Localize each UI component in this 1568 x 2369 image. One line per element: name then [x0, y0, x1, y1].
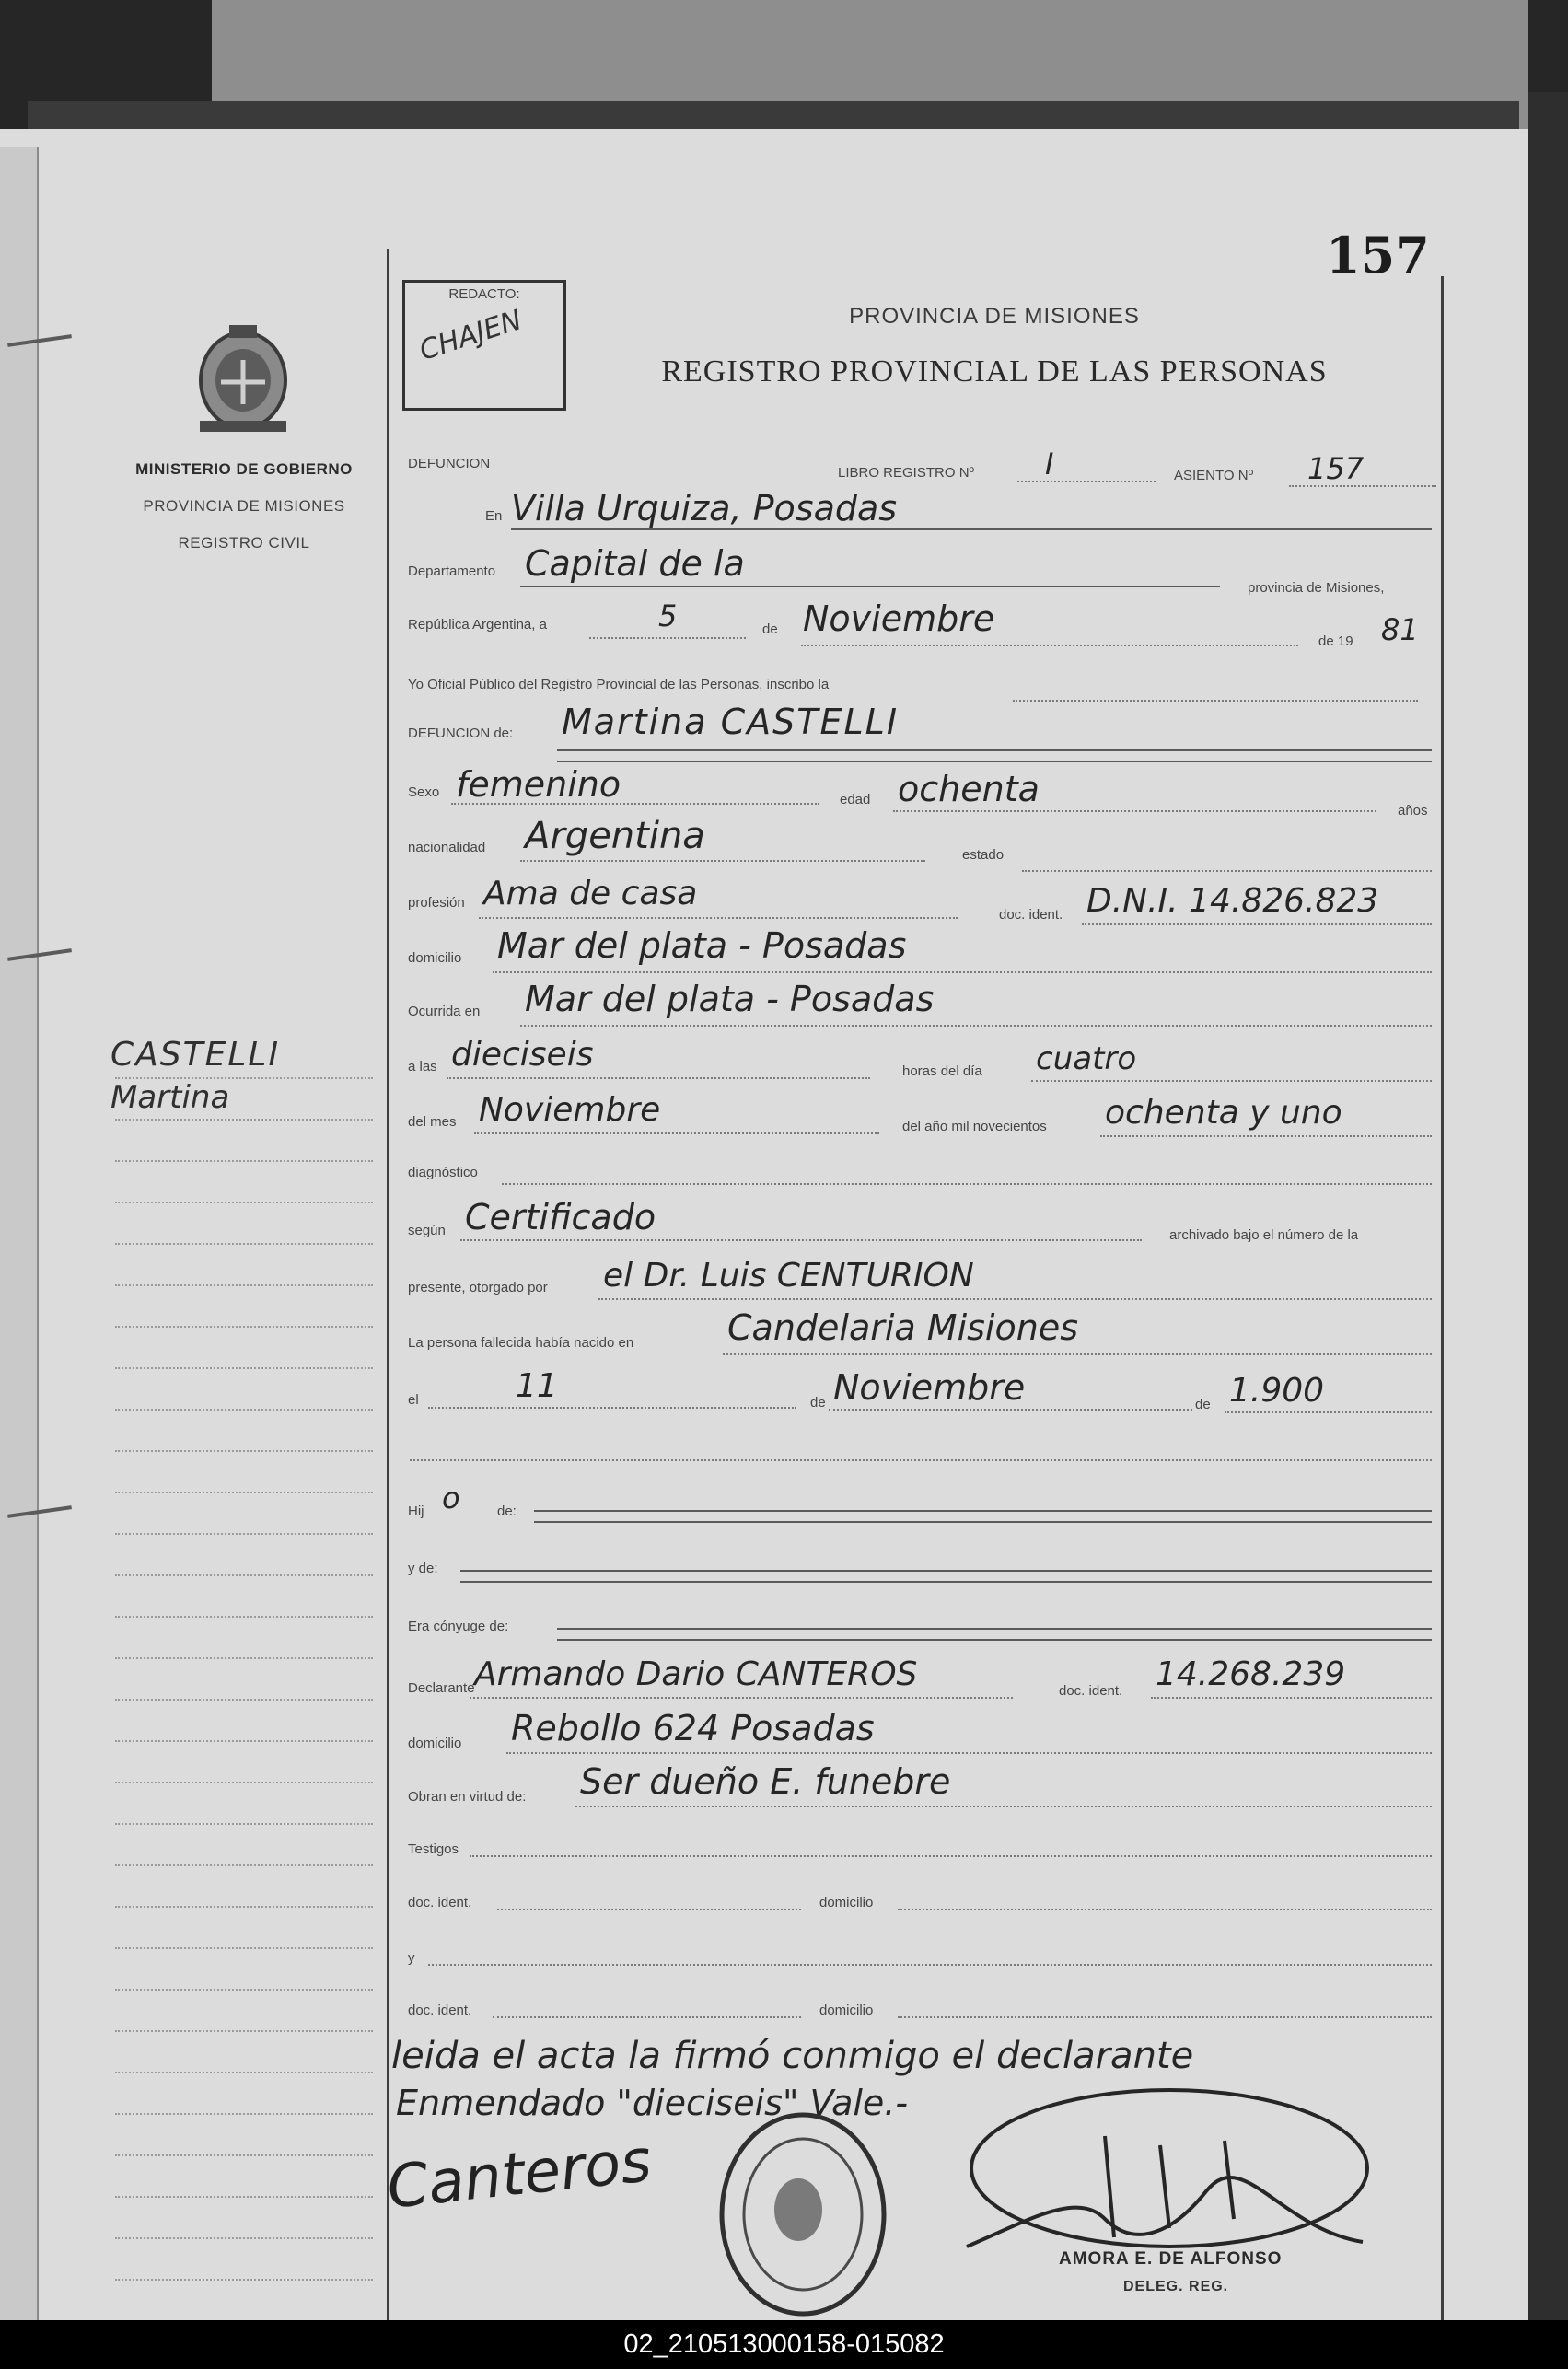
page-number: 157: [1326, 226, 1430, 285]
declarante-domicilio-label: domicilio: [408, 1736, 462, 1751]
anio-ocurrencia-value: ochenta y uno: [1105, 1094, 1342, 1132]
testigo1-doc-label: doc. ident.: [408, 1895, 472, 1910]
testigo2-doc-label: doc. ident.: [408, 2003, 472, 2018]
nacionalidad-label: nacionalidad: [408, 840, 486, 855]
nacimiento-anio: 1.900: [1229, 1372, 1325, 1410]
del-anio-label: del año mil novecientos: [902, 1119, 1047, 1134]
edad-value: ochenta: [898, 769, 1040, 809]
provincia-suffix: provincia de Misiones,: [1248, 580, 1385, 596]
de2-label: de: [810, 1395, 826, 1411]
obran-label: Obran en virtud de:: [408, 1789, 527, 1805]
departamento-label: Departamento: [408, 563, 496, 579]
redacto-signature: CHAJEN: [415, 304, 526, 367]
mes-ocurrencia-value: Noviembre: [479, 1091, 661, 1129]
redacto-stamp: [402, 280, 566, 411]
y-de-label: y de:: [408, 1561, 438, 1576]
domicilio-value: Mar del plata - Posadas: [497, 925, 907, 966]
image-code: 02_210513000158-015082: [623, 2329, 945, 2359]
dia-value: 5: [658, 598, 678, 633]
doc-ident-value: D.N.I. 14.826.823: [1086, 882, 1379, 920]
nacido-label: La persona fallecida había nacido en: [408, 1335, 634, 1351]
office-name: REGISTRO CIVIL: [178, 534, 310, 552]
del-mes-label: del mes: [408, 1114, 457, 1130]
ocurrida-value: Mar del plata - Posadas: [525, 979, 935, 1019]
profesion-value: Ama de casa: [483, 875, 698, 912]
y-label: y: [408, 1950, 415, 1966]
official-signature-icon: [948, 2081, 1381, 2274]
sexo-value: femenino: [456, 764, 621, 805]
anio-label: de 19: [1318, 633, 1353, 649]
form-type-label: DEFUNCION: [408, 456, 491, 471]
binder-edge: [28, 101, 1519, 131]
nacimiento-mes: Noviembre: [833, 1367, 1026, 1408]
libro-value: I: [1045, 447, 1054, 482]
nacido-value: Candelaria Misiones: [727, 1307, 1079, 1348]
margin-divider: [387, 249, 389, 2320]
dia-ocurrencia-value: cuatro: [1036, 1040, 1137, 1077]
mes-value: Noviembre: [803, 598, 995, 639]
presente-label: presente, otorgado por: [408, 1280, 548, 1295]
document-page: [0, 129, 1528, 2320]
asiento-label: ASIENTO Nº: [1174, 468, 1254, 483]
official-seal-icon: [711, 2108, 895, 2320]
footer-bar: [0, 2320, 1568, 2369]
header-province: PROVINCIA DE MISIONES: [849, 304, 1140, 329]
backdrop-right: [1528, 92, 1568, 2320]
declarant-signature: Canteros: [383, 2127, 655, 2223]
nacimiento-dia: 11: [516, 1367, 558, 1405]
departamento-value: Capital de la: [525, 543, 745, 584]
margin-note-name: Martina: [110, 1079, 230, 1116]
official-stamp-name: AMORA E. DE ALFONSO: [1059, 2249, 1283, 2269]
ocurrida-label: Ocurrida en: [408, 1004, 481, 1019]
diagnostico-label: diagnóstico: [408, 1165, 478, 1180]
asiento-value: 157: [1307, 451, 1365, 486]
testigo2-domicilio-label: domicilio: [819, 2003, 874, 2018]
profesion-label: profesión: [408, 895, 465, 911]
obran-value: Ser dueño E. funebre: [580, 1761, 951, 1802]
anio-value: 81: [1381, 612, 1419, 647]
deceased-name: Martina CASTELLI: [562, 702, 900, 742]
de3-label: de: [1195, 1397, 1211, 1412]
hora-value: dieciseis: [451, 1036, 594, 1074]
declarante-doc-value: 14.268.239: [1156, 1655, 1346, 1693]
domicilio-label: domicilio: [408, 950, 462, 966]
ministry-name: MINISTERIO DE GOBIERNO: [135, 460, 353, 478]
testigo1-domicilio-label: domicilio: [819, 1895, 874, 1910]
header-registry: REGISTRO PROVINCIAL DE LAS PERSONAS: [661, 354, 1328, 389]
conyuge-label: Era cónyuge de:: [408, 1619, 509, 1634]
el-label: el: [408, 1392, 419, 1408]
declarante-doc-label: doc. ident.: [1059, 1683, 1123, 1699]
margin-note-surname: CASTELLI: [110, 1036, 281, 1074]
hij-label: Hij: [408, 1504, 424, 1519]
closing-note-2: Enmendado "dieciseis" Vale.-: [396, 2083, 909, 2123]
redacto-label: REDACTO:: [448, 286, 520, 302]
en-label: En: [485, 508, 503, 524]
nacionalidad-value: Argentina: [525, 815, 705, 857]
edad-label: edad: [840, 792, 871, 807]
hij-value: o: [442, 1481, 460, 1515]
anios-label: años: [1398, 803, 1428, 819]
presente-value: el Dr. Luis CENTURION: [603, 1257, 974, 1295]
official-stamp-title: DELEG. REG.: [1123, 2279, 1229, 2294]
segun-value: Certificado: [465, 1197, 656, 1237]
doc-ident-label: doc. ident.: [999, 907, 1063, 923]
right-border: [1441, 276, 1444, 2320]
segun-label: según: [408, 1223, 446, 1238]
hij-de-label: de:: [497, 1504, 517, 1519]
a-las-label: a las: [408, 1059, 437, 1074]
declarante-value: Armando Dario CANTEROS: [474, 1655, 918, 1693]
de-label: de: [762, 621, 778, 637]
sexo-label: Sexo: [408, 784, 440, 800]
closing-note-1: leida el acta la firmó conmigo el declarante: [391, 2035, 1194, 2077]
defuncion-de-label: DEFUNCION de:: [408, 726, 514, 741]
binding-edge: [0, 147, 39, 2320]
en-value: Villa Urquiza, Posadas: [511, 488, 898, 528]
declarante-domicilio-value: Rebollo 624 Posadas: [511, 1708, 875, 1748]
archivado-label: archivado bajo el número de la: [1169, 1227, 1359, 1243]
republica-label: República Argentina, a: [408, 617, 547, 633]
coat-of-arms-icon: [189, 318, 297, 437]
estado-label: estado: [962, 847, 1005, 863]
oficial-text: Yo Oficial Público del Registro Provincial de las Personas, inscribo la: [408, 677, 830, 692]
testigos-label: Testigos: [408, 1841, 459, 1857]
horas-label: horas del día: [902, 1063, 982, 1079]
province-name: PROVINCIA DE MISIONES: [143, 497, 345, 515]
declarante-label: Declarante: [408, 1680, 475, 1696]
libro-label: LIBRO REGISTRO Nº: [838, 465, 975, 481]
